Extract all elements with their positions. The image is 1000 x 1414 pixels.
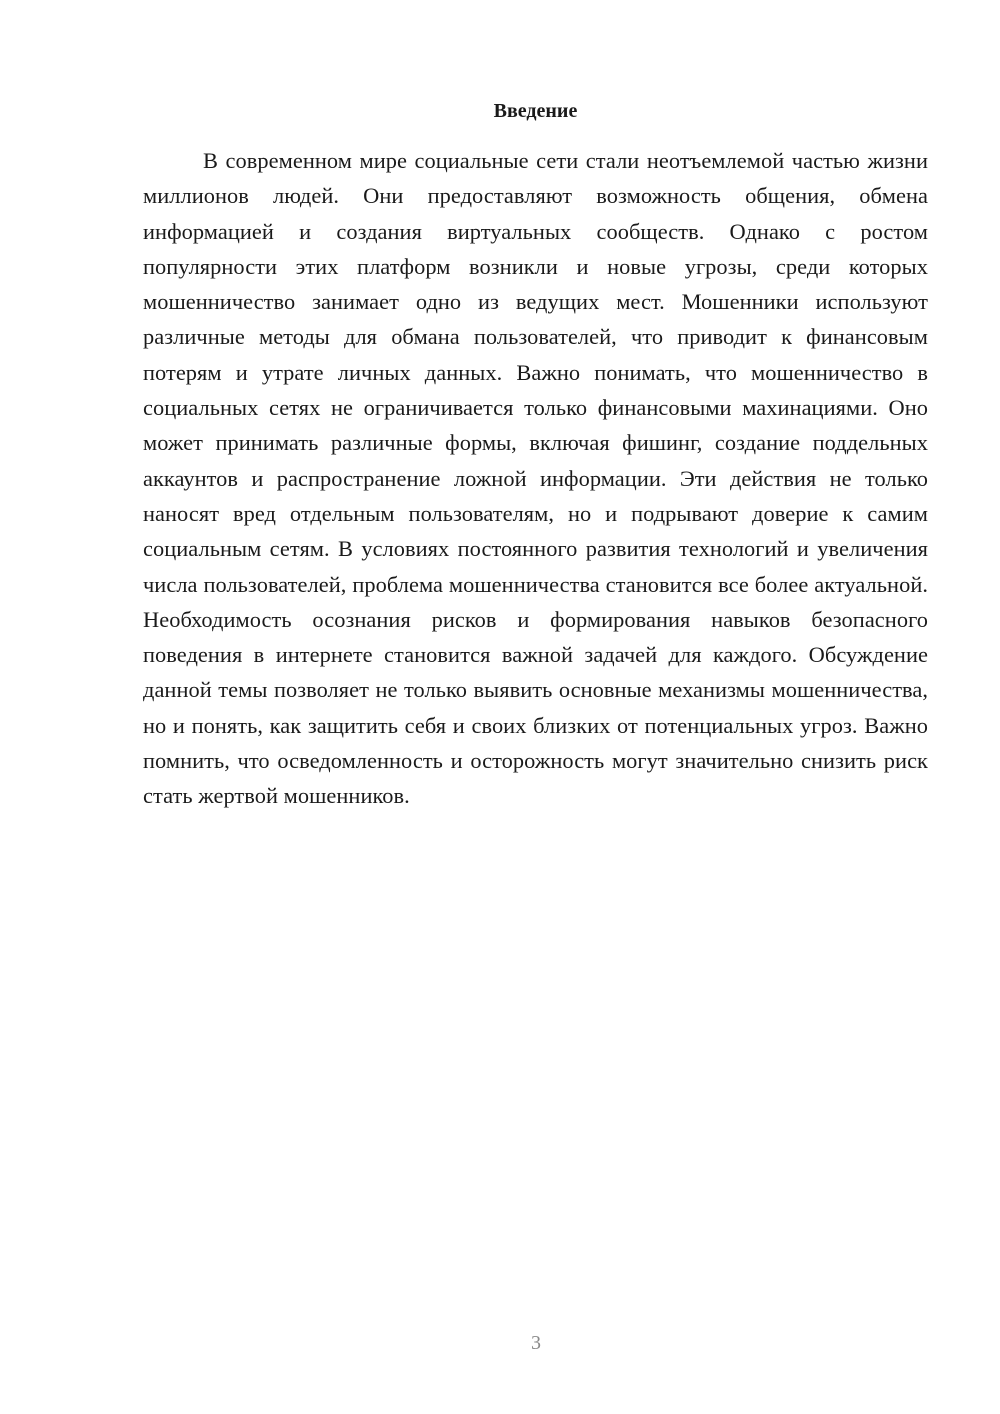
page-number: 3 bbox=[531, 1332, 541, 1354]
introduction-paragraph: В современном мире социальные сети стали неотъемлемой частью жизни миллионов людей. Они предоставляют возможность общения, обмена информацией и создания виртуальных сообществ. Однако с ростом популярности этих платформ возникли и новые угрозы, среди которых мошенничество занимает одно из ведущих мест. Мошенники используют различные методы для обмана пользователей, что приводит к финансовым потерям и утрате личных данных. Важно понимать, что мошенничество в социальных сетях не ограничивается только финансовыми махинациями. Оно может принимать различные формы, включая фишинг, создание поддельных аккаунтов и распространение ложной информации. Эти действия не только наносят вред отдельным пользователям, но и подрывают доверие к самим социальным сетям. В условиях постоянного развития технологий и увеличения числа пользователей, проблема мошенничества становится все более актуальной. Необходимость осознания рисков и формирования навыков безопасного поведения в интернете становится важной задачей для каждого. Обсуждение данной темы позволяет не только выявить основные механизмы мошенничества, но и понять, как защитить себя и своих близких от потенциальных угроз. Важно помнить, что осведомленность и осторожность могут значительно снизить риск стать жертвой мошенников. bbox=[143, 148, 928, 809]
section-heading: Введение bbox=[493, 100, 578, 122]
